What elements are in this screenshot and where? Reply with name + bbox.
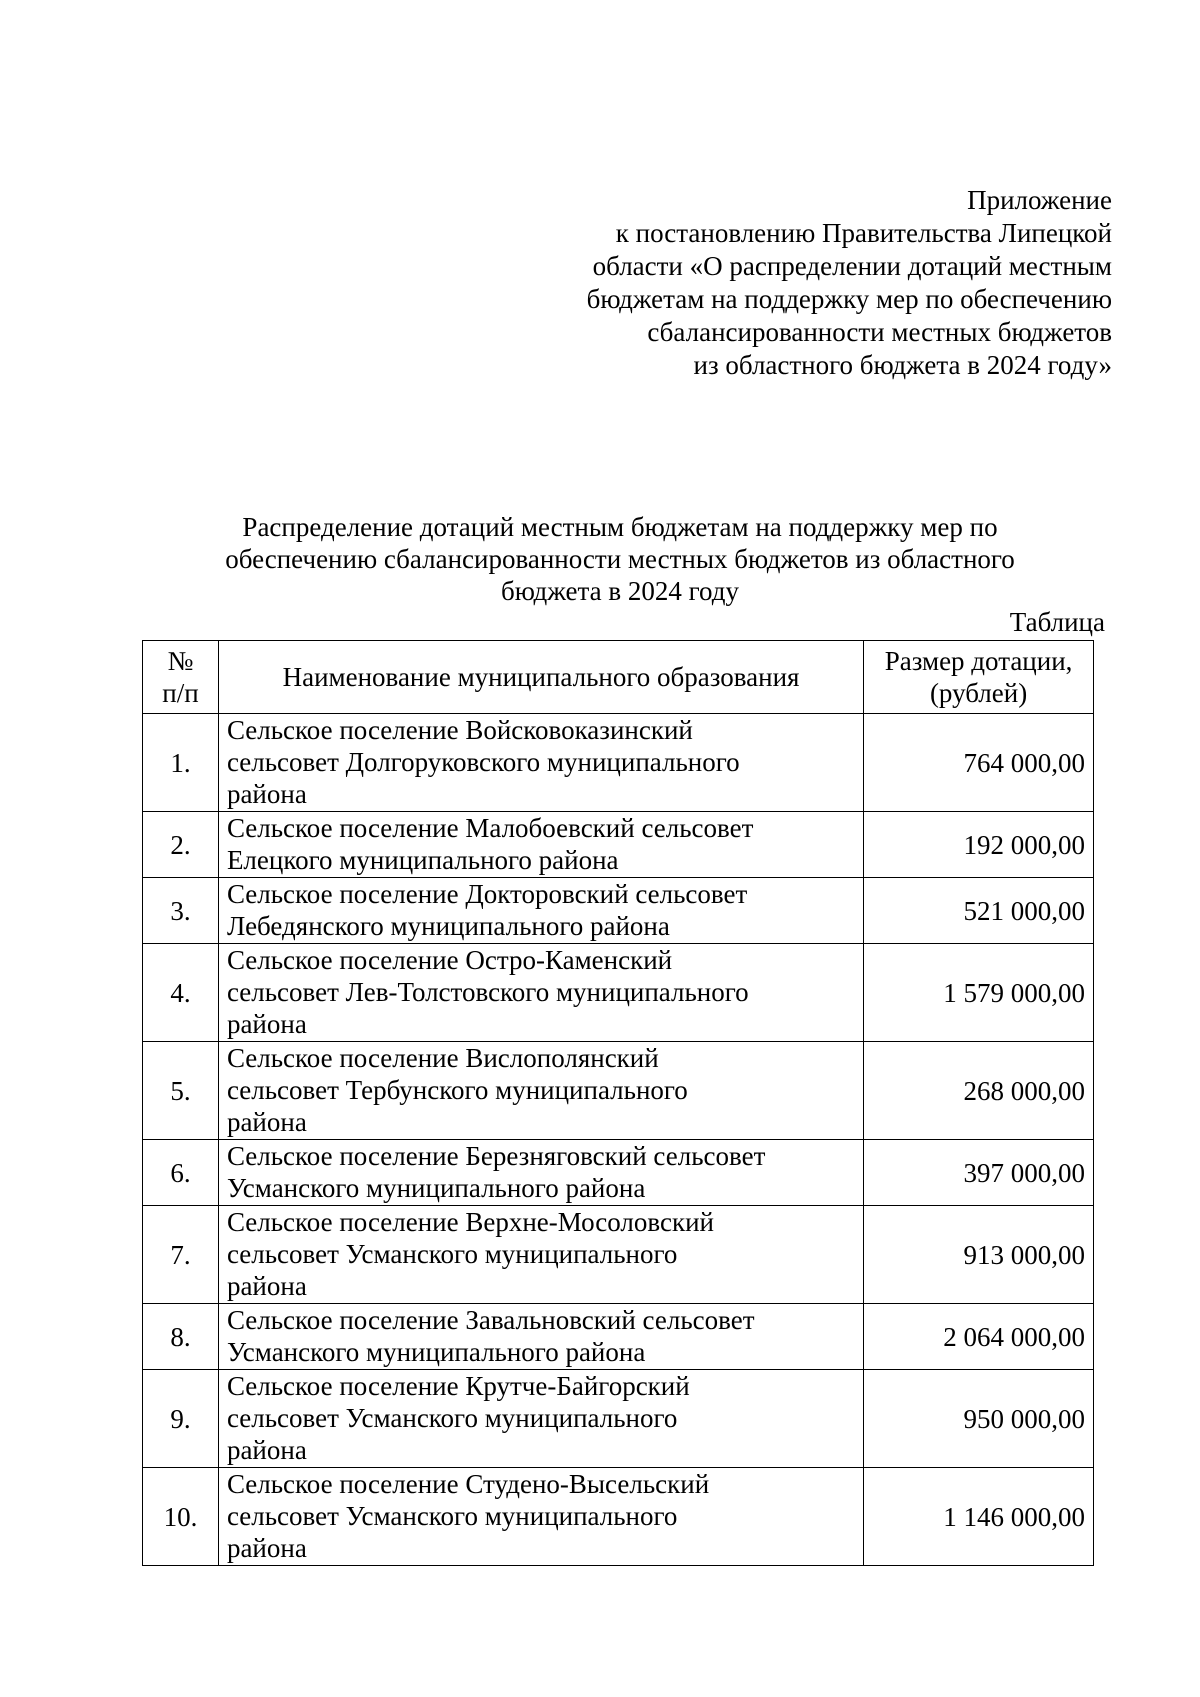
row-name [218, 944, 863, 1042]
row-name [218, 1140, 863, 1206]
table-row [143, 812, 1094, 878]
row-number: 4. [143, 944, 219, 1042]
row-number: 3. [143, 878, 219, 944]
row-number: 9. [143, 1370, 219, 1468]
row-name-line: сельсовет Тербунского муниципального [226, 1075, 688, 1105]
title-line: обеспечению сбалансированности местных бюджетов из областного [225, 544, 1015, 574]
table-row [143, 714, 1094, 812]
row-name-line: сельсовет Долгоруковского муниципального [226, 747, 740, 777]
table-row [143, 944, 1094, 1042]
row-name-line: Сельское поселение Верхне-Мосоловский [226, 1207, 714, 1237]
row-number: 10. [143, 1468, 219, 1566]
table-row [143, 1370, 1094, 1468]
row-number: 7. [143, 1206, 219, 1304]
row-name-line: сельсовет Усманского муниципального [226, 1501, 678, 1531]
row-name [218, 812, 863, 878]
row-name [218, 1206, 863, 1304]
row-amount: 192 000,00 [864, 812, 1094, 878]
row-number: 8. [143, 1304, 219, 1370]
appendix-line: из областного бюджета в 2024 году» [693, 350, 1112, 380]
row-name-line: Лебедянского муниципального района [226, 911, 670, 941]
table-row [143, 1206, 1094, 1304]
row-number: 1. [143, 714, 219, 812]
row-amount: 764 000,00 [864, 714, 1094, 812]
header-amount-line: Размер дотации, [884, 646, 1073, 676]
row-name-line: района [226, 779, 307, 809]
appendix-line: сбалансированности местных бюджетов [647, 317, 1112, 347]
row-name-line: Сельское поселение Крутче-Байгорский [226, 1371, 690, 1401]
row-name-line: Сельское поселение Студено-Высельский [226, 1469, 710, 1499]
appendix-line: Приложение [967, 185, 1112, 215]
row-name-line: сельсовет Усманского муниципального [226, 1403, 678, 1433]
row-number: 2. [143, 812, 219, 878]
appendix-line: области «О распределении дотаций местным [592, 251, 1112, 281]
header-amount [864, 641, 1094, 714]
row-name [218, 878, 863, 944]
row-amount: 1 146 000,00 [864, 1468, 1094, 1566]
table-row [143, 1304, 1094, 1370]
row-name-line: района [226, 1271, 307, 1301]
row-name-line: Сельское поселение Войсковоказинский [226, 715, 693, 745]
row-name-line: Сельское поселение Малобоевский сельсовет [226, 813, 754, 843]
table-label: Таблица [1009, 607, 1105, 637]
document-title [140, 511, 1100, 607]
subsidy-table [142, 640, 1094, 1566]
table-row [143, 878, 1094, 944]
row-name [218, 1468, 863, 1566]
title-line: бюджета в 2024 году [500, 576, 740, 606]
row-name-line: Сельское поселение Докторовский сельсовет [226, 879, 748, 909]
appendix-header [587, 184, 1112, 382]
row-name-line: Усманского муниципального района [226, 1337, 646, 1367]
table-row [143, 1468, 1094, 1566]
row-name [218, 1370, 863, 1468]
header-amount-line: (рублей) [929, 678, 1028, 708]
appendix-line: к постановлению Правительства Липецкой [615, 218, 1112, 248]
row-name-line: района [226, 1009, 307, 1039]
row-name-line: района [226, 1533, 307, 1563]
row-name-line: сельсовет Усманского муниципального [226, 1239, 678, 1269]
row-amount: 397 000,00 [864, 1140, 1094, 1206]
row-amount: 950 000,00 [864, 1370, 1094, 1468]
header-number [143, 641, 219, 714]
row-number: 6. [143, 1140, 219, 1206]
row-name-line: Сельское поселение Березняговский сельсовет [226, 1141, 766, 1171]
table-row [143, 1140, 1094, 1206]
row-number: 5. [143, 1042, 219, 1140]
row-amount: 1 579 000,00 [864, 944, 1094, 1042]
row-amount: 521 000,00 [864, 878, 1094, 944]
row-amount: 2 064 000,00 [864, 1304, 1094, 1370]
row-name-line: Сельское поселение Остро-Каменский [226, 945, 673, 975]
row-name-line: Усманского муниципального района [226, 1173, 646, 1203]
header-name: Наименование муниципального образования [218, 641, 863, 714]
row-name-line: района [226, 1107, 307, 1137]
row-amount: 913 000,00 [864, 1206, 1094, 1304]
table-row [143, 1042, 1094, 1140]
row-name-line: Сельское поселение Вислополянский [226, 1043, 659, 1073]
header-number-line: № [167, 646, 194, 676]
appendix-line: бюджетам на поддержку мер по обеспечению [586, 284, 1112, 314]
row-amount: 268 000,00 [864, 1042, 1094, 1140]
row-name [218, 714, 863, 812]
title-line: Распределение дотаций местным бюджетам на поддержку мер по [242, 512, 998, 542]
row-name [218, 1042, 863, 1140]
row-name-line: сельсовет Лев-Толстовского муниципального [226, 977, 749, 1007]
row-name-line: района [226, 1435, 307, 1465]
row-name-line: Сельское поселение Завальновский сельсовет [226, 1305, 755, 1335]
row-name-line: Елецкого муниципального района [226, 845, 619, 875]
row-name [218, 1304, 863, 1370]
table-header-row [143, 641, 1094, 714]
header-number-line: п/п [162, 678, 199, 708]
